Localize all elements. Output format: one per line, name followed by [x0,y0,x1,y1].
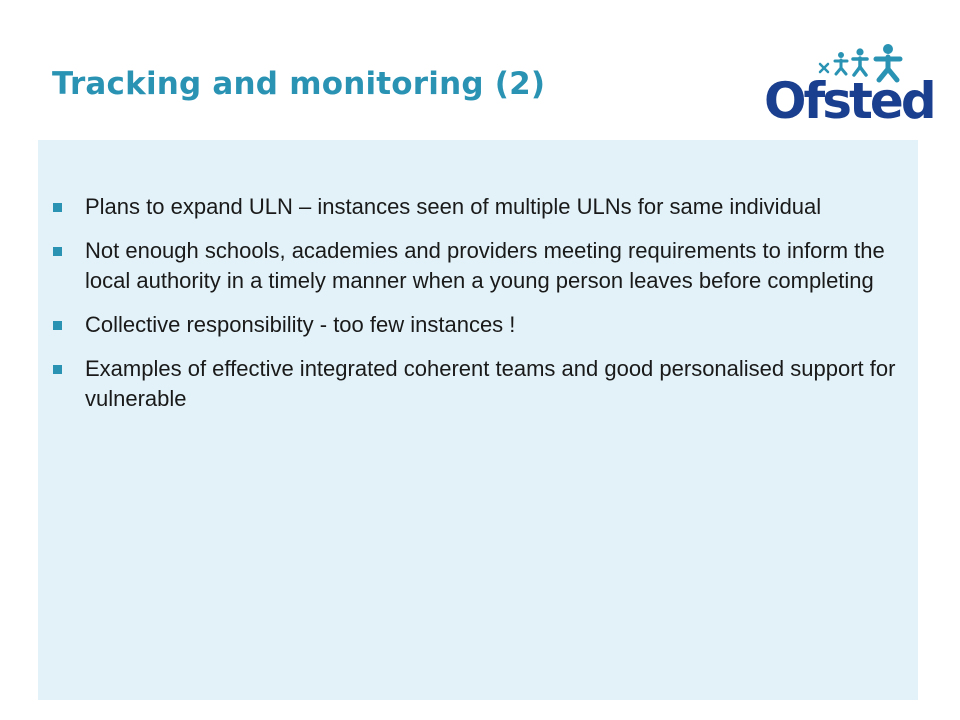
bullet-item [38,310,918,340]
ofsted-wordmark-text: Ofsted [764,72,934,130]
square-bullet-icon [53,365,62,374]
square-bullet-icon [53,247,62,256]
bullet-item [38,192,918,222]
bullet-text: Collective responsibility - too few instances ! [85,312,516,337]
square-bullet-icon [53,203,62,212]
bullet-text: Not enough schools, academies and providers meeting requirements to inform the local authority in a timely manner when a young person leaves before completing [85,238,885,293]
square-bullet-icon [53,321,62,330]
content-panel [38,140,918,700]
slide-title: Tracking and monitoring (2) [52,66,546,102]
bullet-text: Examples of effective integrated coherent teams and good personalised support for vulnerable [85,356,896,411]
bullet-list [38,192,918,428]
bullet-item [38,236,918,296]
bullet-item [38,354,918,414]
ofsted-wordmark [760,66,934,130]
bullet-text: Plans to expand ULN – instances seen of multiple ULNs for same individual [85,194,822,219]
